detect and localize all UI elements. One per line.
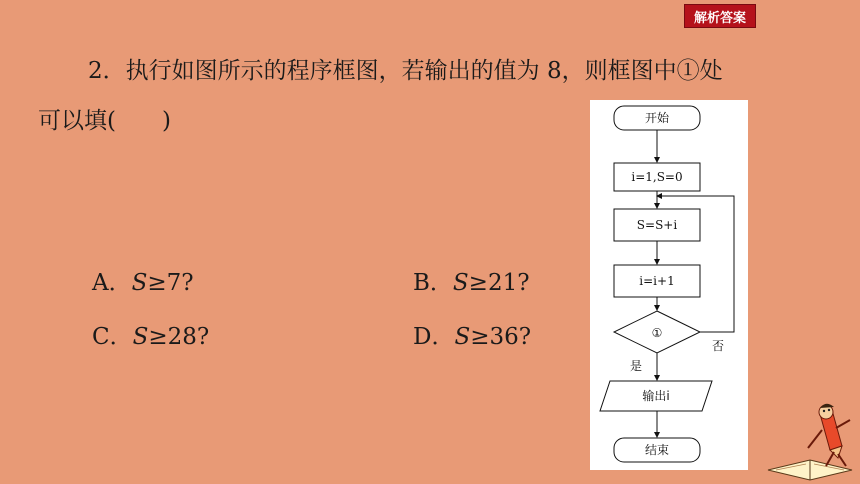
option-c-letter: C． — [92, 324, 133, 350]
flow-yes-label: 是 — [630, 359, 643, 373]
flowchart — [590, 100, 748, 470]
flow-inc-label: i=i+1 — [639, 274, 675, 288]
option-a-letter: A． — [92, 270, 132, 296]
pencil-mascot-illustration — [760, 400, 860, 484]
flow-no-label: 否 — [712, 339, 725, 353]
option-a-value: ≥7? — [147, 270, 194, 296]
answer-button[interactable]: 解析答案 — [684, 4, 756, 28]
flow-start-label: 开始 — [644, 111, 670, 125]
option-d-value: ≥36? — [470, 324, 532, 350]
option-d[interactable] — [413, 318, 531, 351]
option-c[interactable] — [92, 318, 209, 351]
flow-sum-label: S=S+i — [636, 218, 678, 232]
question-line-1: 2．执行如图所示的程序框图，若输出的值为 8，则框图中①处 — [88, 58, 723, 84]
option-b-letter: B． — [413, 270, 453, 296]
option-a[interactable] — [92, 264, 194, 297]
option-b-value: ≥21? — [468, 270, 530, 296]
option-a-var: S — [131, 270, 148, 296]
flowchart-panel — [590, 100, 748, 470]
option-c-value: ≥28? — [148, 324, 210, 350]
flow-end-label: 结束 — [644, 443, 670, 457]
option-b-var: S — [452, 270, 469, 296]
option-c-var: S — [132, 324, 149, 350]
option-b[interactable] — [413, 264, 530, 297]
option-d-var: S — [454, 324, 471, 350]
option-d-letter: D． — [413, 324, 455, 350]
flow-output-label: 输出i — [642, 389, 670, 403]
flow-init-label: i=1,S=0 — [631, 170, 683, 184]
question-line-2: 可以填( ) — [38, 108, 171, 134]
flow-condition-label: ① — [651, 326, 663, 340]
